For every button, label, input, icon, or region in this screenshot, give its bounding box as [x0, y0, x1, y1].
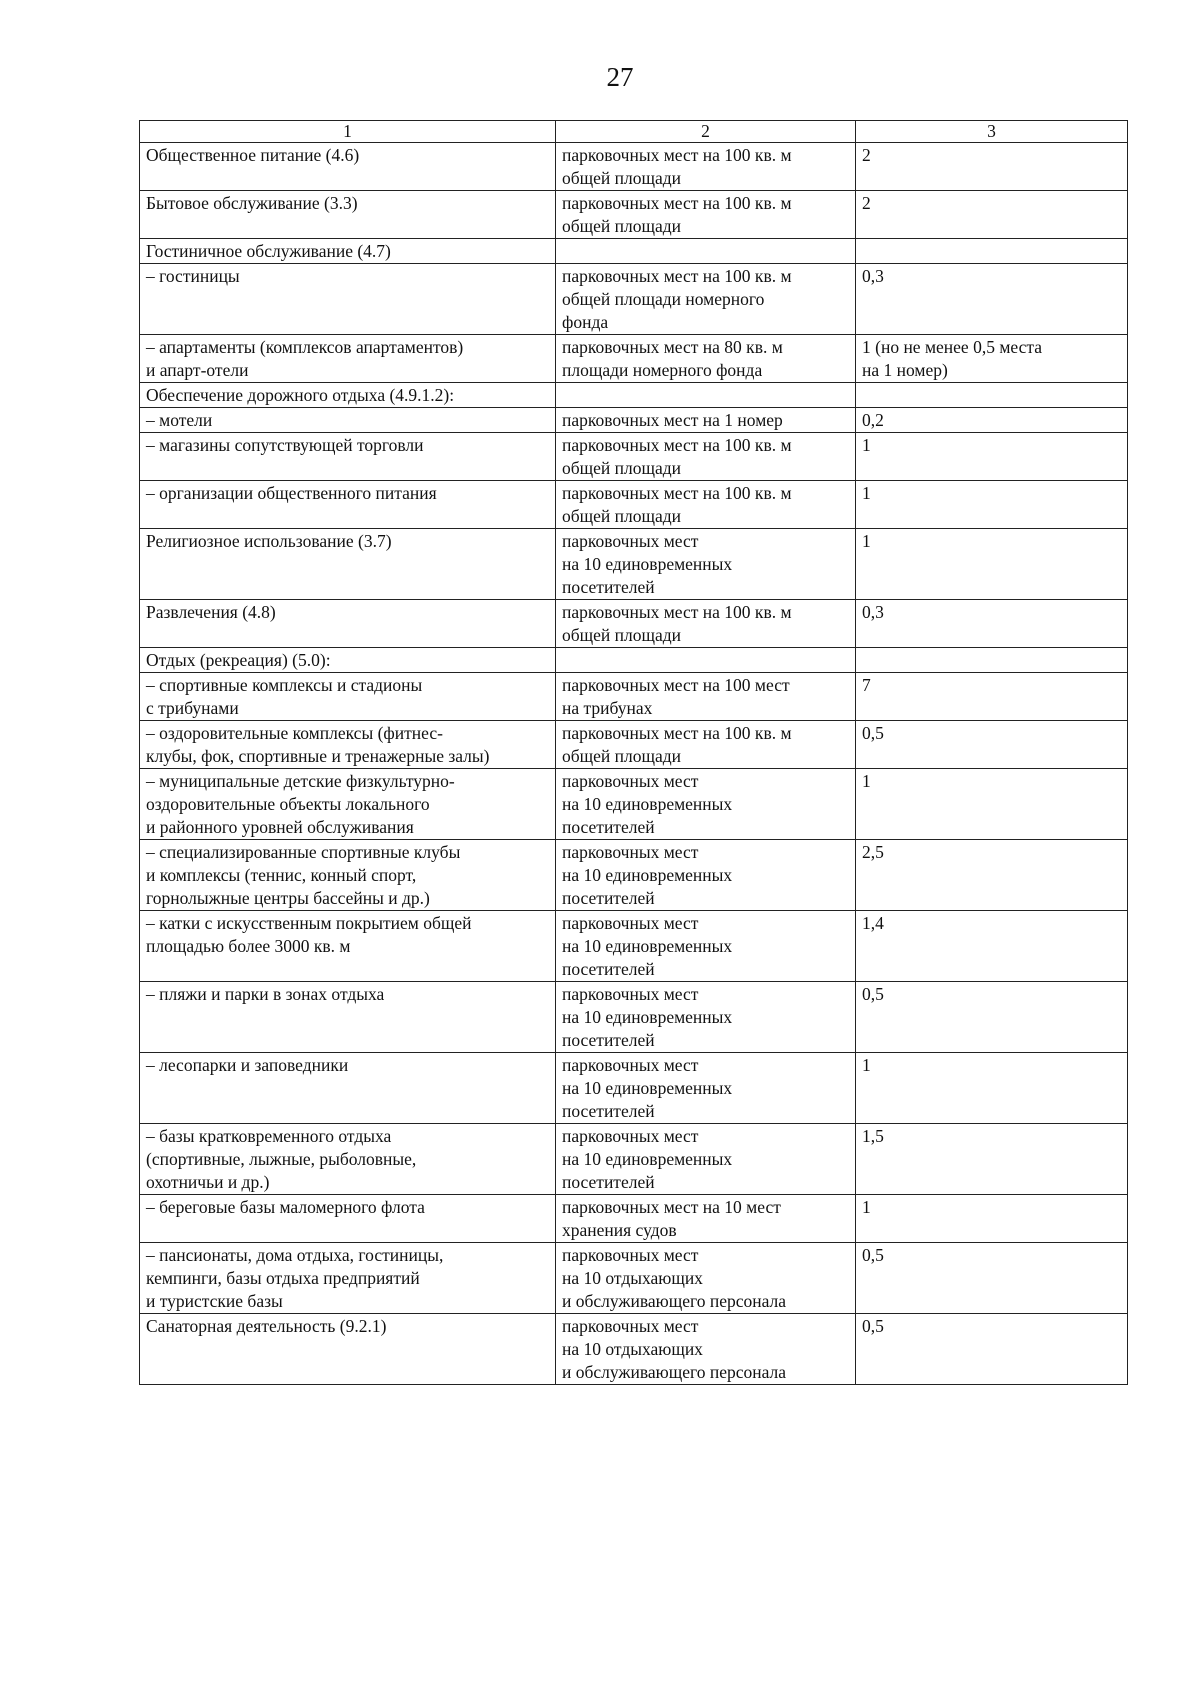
table-row	[140, 408, 1128, 433]
land-use-cell: – мотели	[140, 408, 556, 433]
land-use-cell: – гостиницы	[140, 264, 556, 335]
value-cell: 0,5	[856, 1243, 1128, 1314]
unit-cell: парковочных мест на 80 кв. м площади номерного фонда	[556, 335, 856, 383]
unit-cell: парковочных мест на 10 единовременных посетителей	[556, 1124, 856, 1195]
table-row	[140, 335, 1128, 383]
land-use-cell: Религиозное использование (3.7)	[140, 529, 556, 600]
table-row	[140, 239, 1128, 264]
value-cell: 0,5	[856, 982, 1128, 1053]
unit-cell	[556, 383, 856, 408]
unit-cell: парковочных мест на 100 кв. м общей площади	[556, 191, 856, 239]
land-use-cell: – береговые базы маломерного флота	[140, 1195, 556, 1243]
table-row	[140, 1053, 1128, 1124]
land-use-cell: – базы кратковременного отдыха (спортивные, лыжные, рыболовные, охотничьи и др.)	[140, 1124, 556, 1195]
land-use-cell: Отдых (рекреация) (5.0):	[140, 648, 556, 673]
value-cell: 1	[856, 433, 1128, 481]
header-cell-3: 3	[856, 121, 1128, 143]
table-row	[140, 529, 1128, 600]
unit-cell: парковочных мест на 100 кв. м общей площади	[556, 143, 856, 191]
table-row	[140, 191, 1128, 239]
value-cell: 0,5	[856, 721, 1128, 769]
unit-cell: парковочных мест на 100 мест на трибунах	[556, 673, 856, 721]
land-use-cell: Обеспечение дорожного отдыха (4.9.1.2):	[140, 383, 556, 408]
unit-cell	[556, 648, 856, 673]
table-row	[140, 1243, 1128, 1314]
value-cell: 1	[856, 1195, 1128, 1243]
header-cell-2: 2	[556, 121, 856, 143]
unit-cell: парковочных мест на 100 кв. м общей площади номерного фонда	[556, 264, 856, 335]
table-row	[140, 673, 1128, 721]
value-cell: 0,3	[856, 264, 1128, 335]
value-cell: 0,2	[856, 408, 1128, 433]
value-cell: 1,5	[856, 1124, 1128, 1195]
value-cell: 2,5	[856, 840, 1128, 911]
land-use-cell: Санаторная деятельность (9.2.1)	[140, 1314, 556, 1385]
value-cell	[856, 648, 1128, 673]
value-cell: 1	[856, 769, 1128, 840]
land-use-cell: – пансионаты, дома отдыха, гостиницы, кемпинги, базы отдыха предприятий и туристские базы	[140, 1243, 556, 1314]
unit-cell: парковочных мест на 1 номер	[556, 408, 856, 433]
unit-cell: парковочных мест на 10 отдыхающих и обслуживающего персонала	[556, 1243, 856, 1314]
land-use-cell: – пляжи и парки в зонах отдыха	[140, 982, 556, 1053]
header-cell-1: 1	[140, 121, 556, 143]
value-cell: 1	[856, 481, 1128, 529]
value-cell: 1,4	[856, 911, 1128, 982]
unit-cell: парковочных мест на 10 мест хранения судов	[556, 1195, 856, 1243]
value-cell: 1 (но не менее 0,5 места на 1 номер)	[856, 335, 1128, 383]
parking-norms-table	[139, 120, 1128, 1385]
land-use-cell: Развлечения (4.8)	[140, 600, 556, 648]
value-cell: 0,3	[856, 600, 1128, 648]
table-row	[140, 383, 1128, 408]
table-row	[140, 1314, 1128, 1385]
table-row	[140, 1195, 1128, 1243]
land-use-cell: Бытовое обслуживание (3.3)	[140, 191, 556, 239]
table-row	[140, 481, 1128, 529]
land-use-cell: – специализированные спортивные клубы и комплексы (теннис, конный спорт, горнолыжные центры бассейны и др.)	[140, 840, 556, 911]
unit-cell: парковочных мест на 10 единовременных посетителей	[556, 769, 856, 840]
table-row	[140, 982, 1128, 1053]
table-row	[140, 1124, 1128, 1195]
table-row	[140, 911, 1128, 982]
table-row	[140, 721, 1128, 769]
table-row	[140, 143, 1128, 191]
value-cell: 2	[856, 191, 1128, 239]
unit-cell: парковочных мест на 100 кв. м общей площади	[556, 600, 856, 648]
unit-cell: парковочных мест на 100 кв. м общей площади	[556, 721, 856, 769]
table-header-row	[140, 121, 1128, 143]
unit-cell: парковочных мест на 10 единовременных посетителей	[556, 1053, 856, 1124]
unit-cell: парковочных мест на 10 единовременных посетителей	[556, 840, 856, 911]
land-use-cell: Общественное питание (4.6)	[140, 143, 556, 191]
value-cell: 7	[856, 673, 1128, 721]
table-row	[140, 264, 1128, 335]
land-use-cell: – магазины сопутствующей торговли	[140, 433, 556, 481]
land-use-cell: – апартаменты (комплексов апартаментов) и апарт-отели	[140, 335, 556, 383]
value-cell	[856, 239, 1128, 264]
unit-cell: парковочных мест на 100 кв. м общей площади	[556, 481, 856, 529]
table-row	[140, 600, 1128, 648]
value-cell: 2	[856, 143, 1128, 191]
land-use-cell: – лесопарки и заповедники	[140, 1053, 556, 1124]
land-use-cell: – катки с искусственным покрытием общей площадью более 3000 кв. м	[140, 911, 556, 982]
land-use-cell: Гостиничное обслуживание (4.7)	[140, 239, 556, 264]
value-cell: 1	[856, 529, 1128, 600]
table-row	[140, 769, 1128, 840]
land-use-cell: – организации общественного питания	[140, 481, 556, 529]
page-number: 27	[606, 62, 634, 92]
unit-cell: парковочных мест на 10 отдыхающих и обслуживающего персонала	[556, 1314, 856, 1385]
unit-cell: парковочных мест на 10 единовременных посетителей	[556, 529, 856, 600]
unit-cell	[556, 239, 856, 264]
land-use-cell: – оздоровительные комплексы (фитнес- клубы, фок, спортивные и тренажерные залы)	[140, 721, 556, 769]
value-cell: 0,5	[856, 1314, 1128, 1385]
unit-cell: парковочных мест на 10 единовременных посетителей	[556, 911, 856, 982]
table-row	[140, 648, 1128, 673]
value-cell: 1	[856, 1053, 1128, 1124]
land-use-cell: – муниципальные детские физкультурно- оздоровительные объекты локального и районного уровней обслуживания	[140, 769, 556, 840]
unit-cell: парковочных мест на 100 кв. м общей площади	[556, 433, 856, 481]
unit-cell: парковочных мест на 10 единовременных посетителей	[556, 982, 856, 1053]
table-row	[140, 433, 1128, 481]
table-row	[140, 840, 1128, 911]
value-cell	[856, 383, 1128, 408]
land-use-cell: – спортивные комплексы и стадионы с трибунами	[140, 673, 556, 721]
